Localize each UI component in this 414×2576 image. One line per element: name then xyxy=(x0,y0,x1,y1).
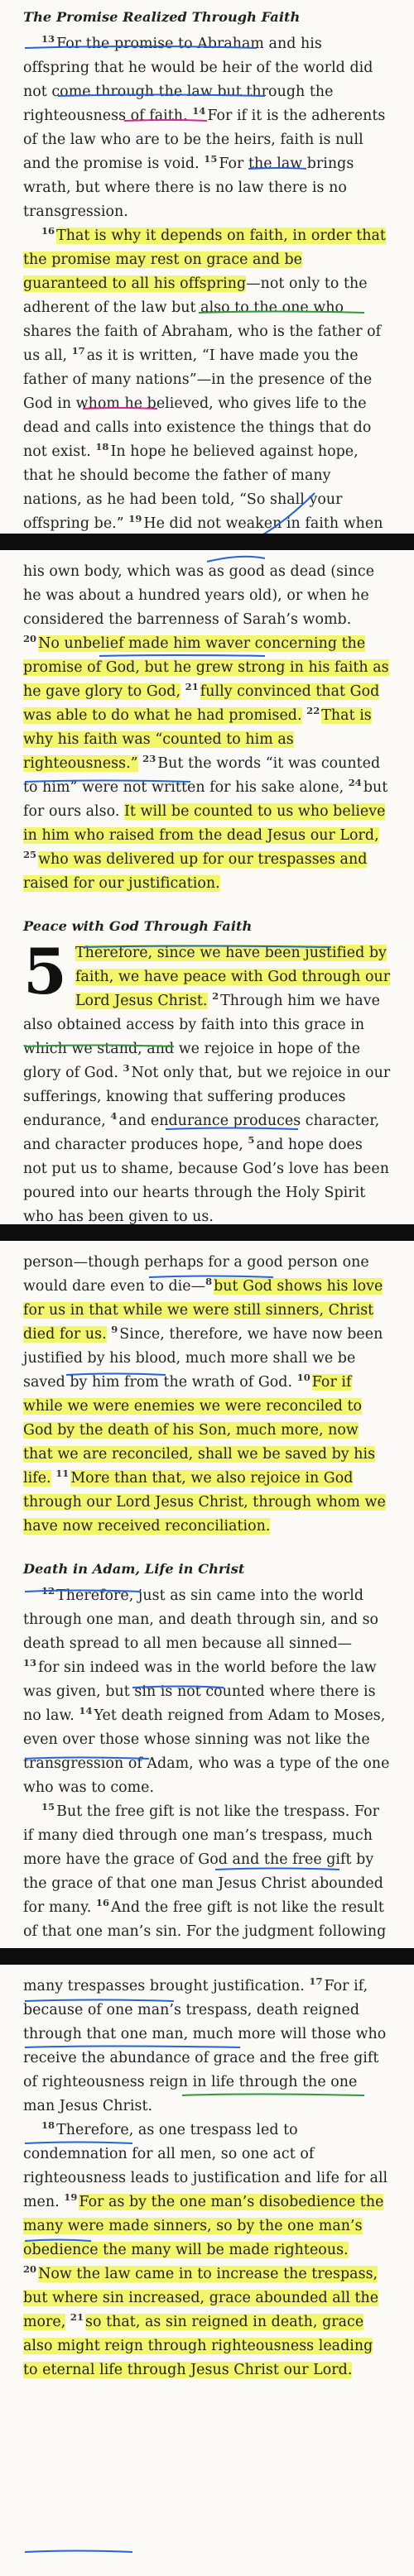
scripture-page-2 xyxy=(0,550,414,1224)
verse-text: Yet death reigned from Adam to Moses, even over those whose sinning was not like the transgression of Adam, who was a type of the one who was to come. xyxy=(23,1707,390,1796)
verse-number: 25 xyxy=(23,849,37,861)
verse-number: 12 xyxy=(41,1585,55,1597)
section-heading: The Promise Realized Through Faith xyxy=(23,9,301,25)
verse-number: 9 xyxy=(111,1324,118,1336)
verse-paragraph xyxy=(23,32,391,224)
verse-text: as it is written, “I have made you the father of many nations”—in the presence of the God in whom he believed, who gives life to the dead and calls into existence the things that do not exist. xyxy=(23,347,373,460)
verse-paragraph xyxy=(23,1800,391,1948)
highlighted-text: It will be counted to us who believe in him who raised from the dead Jesus our Lord, xyxy=(23,803,386,844)
verse-text: —not only to the adherent of the law but also to the one who shares the faith of Abraham, who is the father of us all, xyxy=(23,275,382,364)
verse-text: For the promise to Abraham and his offspring that he would be heir of the world did not come through the law but through the righteousness of faith. xyxy=(23,36,373,124)
verse-text: and endurance produces character, and character produces hope, xyxy=(23,1113,380,1153)
page-divider xyxy=(0,534,414,550)
verse-number: 21 xyxy=(70,2311,84,2324)
verse-text: but for ours also. xyxy=(23,779,388,820)
highlighted-text: who was delivered up for our trespasses and raised for our justification. xyxy=(23,851,368,892)
verse-number: 5 xyxy=(248,1134,255,1147)
verse-number: 20 xyxy=(23,633,37,645)
highlighted-text: More than that, we also rejoice in God through our Lord Jesus Christ, through whom we have now received reconciliation. xyxy=(23,1470,386,1535)
verse-number: 13 xyxy=(23,1657,37,1669)
verse-text: But the words “it was counted to him” were not written for his sake alone, xyxy=(23,755,381,796)
highlighted-text: but God shows his love for us in that while we were still sinners, Christ died for us. xyxy=(23,1278,383,1343)
verse-text: Not only that, but we rejoice in our sufferings, knowing that suffering produces endurance, xyxy=(23,1065,391,1129)
verse-paragraph xyxy=(23,935,391,1224)
verse-number: 4 xyxy=(110,1110,118,1123)
verse-number: 14 xyxy=(79,1705,93,1717)
verse-text: For the law brings wrath, but where there is no law there is no transgression. xyxy=(23,156,354,220)
verse-number: 14 xyxy=(192,105,206,117)
verse-text: And the free gift is not like the result of that one man’s sin. For the judgment following xyxy=(23,1899,387,1940)
highlighted-text: That is why his faith was “counted to him as righteousness.” xyxy=(23,707,372,772)
verse-text: For if, because of one man’s trespass, death reigned through that one man, much more will those who receive the abundance of grace and the free gift of righteousness reign in life through the one man Jesus Christ. xyxy=(23,1978,387,2114)
verse-text: He did not weaken in faith when xyxy=(143,515,383,532)
verse-number: 23 xyxy=(142,753,156,765)
verse-text: many trespasses brought justification. xyxy=(23,1978,305,1994)
verse-number: 19 xyxy=(128,513,142,525)
verse-number: 10 xyxy=(296,1372,310,1384)
verse-number: 3 xyxy=(123,1062,130,1075)
verse-number: 17 xyxy=(309,1975,323,1988)
verse-text: for sin indeed was in the world before the law was given, but sin is not counted where there is no law. xyxy=(23,1659,377,1724)
verse-number: 16 xyxy=(41,225,55,237)
verse-number: 18 xyxy=(95,441,109,453)
page-divider xyxy=(0,1948,414,1965)
verse-number: 11 xyxy=(55,1468,70,1480)
verse-number: 15 xyxy=(204,153,218,165)
chapter-number: 5 xyxy=(23,935,67,1008)
section-heading: Peace with God Through Faith xyxy=(23,918,253,934)
verse-text: In hope he believed against hope, that he should become the father of many nations, as he had been told, “So shall your offspring be.” xyxy=(23,443,359,532)
page-divider xyxy=(0,1224,414,1241)
verse-text: For if it is the adherents of the law who are to be the heirs, faith is null and the promise is void. xyxy=(23,108,386,172)
verse-number: 18 xyxy=(41,2119,55,2132)
verse-text: Therefore, just as sin came into the world through one man, and death through sin, and so death spread to all men because all sinned— xyxy=(23,1587,379,1652)
highlighted-text: Therefore, since we have been justified by faith, we have peace with God through our Lord Jesus Christ. xyxy=(75,945,391,1009)
highlighted-text: For as by the one man’s disobedience the many were made sinners, so by the one man’s obedience the many will be made righteous. xyxy=(23,2194,384,2258)
highlighted-text: so that, as sin reigned in death, grace also might reign through righteousness leading to eternal life through Jesus Christ our Lord. xyxy=(23,2314,373,2378)
verse-paragraph xyxy=(23,224,391,534)
verse-number: 8 xyxy=(205,1276,213,1288)
scripture-page-1 xyxy=(0,0,414,534)
verse-number: 21 xyxy=(185,681,199,693)
verse-number: 16 xyxy=(95,1897,109,1909)
verse-text: person—though perhaps for a good person one would dare even to die— xyxy=(23,1254,369,1295)
verse-paragraph xyxy=(23,1251,391,1539)
highlighted-text: Now the law came in to increase the trespass, but where sin increased, grace abounded all the more, xyxy=(23,2266,379,2330)
verse-paragraph xyxy=(23,560,391,896)
verse-text: and hope does not put us to shame, because God’s love has been poured into our hearts through the Holy Spirit who has been given to us. xyxy=(23,1137,389,1224)
highlighted-text: That is why it depends on faith, in order that the promise may rest on grace and be guaranteed to all his offspring xyxy=(23,227,386,292)
verse-number: 24 xyxy=(348,777,362,789)
verse-number: 15 xyxy=(41,1801,55,1813)
verse-number: 2 xyxy=(212,990,219,1003)
verse-text: Therefore, as one trespass led to condemnation for all men, so one act of righteousness leads to justification and life for all men. xyxy=(23,2122,388,2210)
scripture-page-4 xyxy=(0,1965,414,2576)
section-heading: Death in Adam, Life in Christ xyxy=(23,1561,245,1577)
verse-text: But the free gift is not like the trespass. For if many died through one man’s trespass, much more have the grace of God and the free gift by the grace of that one man Jesus Christ abounded for many. xyxy=(23,1803,383,1916)
verse-paragraph xyxy=(23,2119,391,2382)
verse-text: his own body, which was as good as dead (since he was about a hundred years old), or when he considered the barrenness of Sarah’s womb. xyxy=(23,563,375,628)
highlighted-text: For if while we were enemies we were reconciled to God by the death of his Son, much more, now that we are reconciled, shall we be saved by his life. xyxy=(23,1374,376,1487)
verse-text: Since, therefore, we have now been justified by his blood, much more shall we be saved by him from the wrath of God. xyxy=(23,1326,383,1391)
highlighted-text: fully convinced that God was able to do what he had promised. xyxy=(23,683,380,724)
verse-number: 22 xyxy=(306,705,320,717)
verse-number: 13 xyxy=(41,33,55,45)
verse-paragraph xyxy=(23,1975,391,2119)
verse-number: 19 xyxy=(64,2191,78,2204)
verse-paragraph xyxy=(23,1584,391,1800)
scripture-page-3 xyxy=(0,1241,414,1948)
verse-number: 20 xyxy=(23,2263,37,2276)
verse-text: Through him we have also obtained access by faith into this grace in which we stand, and we rejoice in hope of the glory of God. xyxy=(23,993,380,1081)
highlighted-text: No unbelief made him waver concerning the promise of God, but he grew strong in his faith as he gave glory to God, xyxy=(23,635,389,700)
verse-number: 17 xyxy=(71,345,85,357)
